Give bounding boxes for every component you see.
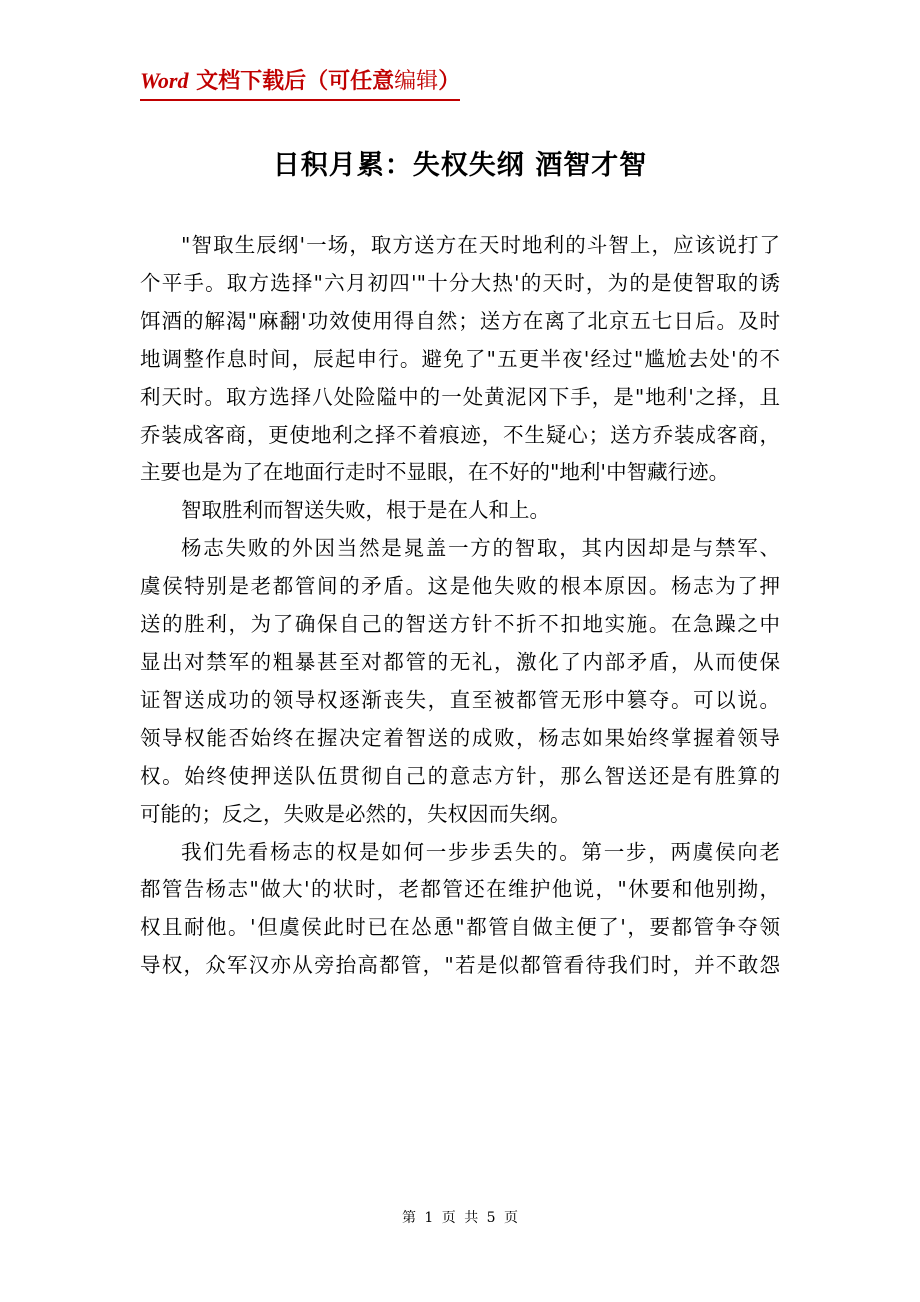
text-line: 导权，众军汉亦从旁抬高都管，"若是似都管看待我们时，并不敢怨: [140, 953, 780, 978]
page-footer: 第 1 页 共 5 页: [401, 1210, 519, 1226]
text-line: 领导权能否始终在握决定着智送的成败，杨志如果始终掌握着领导: [140, 725, 780, 750]
text-line: 都管告杨志"做大'的状时，老都管还在维护他说，"休要和他别拗，: [140, 877, 780, 902]
text-line: 饵酒的解渴"麻翻'功效使用得自然；送方在离了北京五七日后。及时: [140, 308, 780, 333]
text-line: 可能的；反之，失败是必然的，失权因而失纲。: [140, 801, 571, 826]
paragraph-1: [140, 227, 780, 492]
document-body: [140, 227, 780, 985]
text-line: 利天时。取方选择八处险隘中的一处黄泥冈下手，是"地利'之择，且: [140, 384, 780, 409]
text-line: 显出对禁军的粗暴甚至对都管的无礼，激化了内部矛盾，从而使保: [140, 649, 780, 674]
text-line: 主要也是为了在地面行走时不显眼，在不好的"地利'中智藏行迹。: [140, 460, 730, 485]
banner-word: Word: [140, 68, 189, 93]
document-title: 日积月累：失权失纲 酒智才智: [272, 150, 648, 181]
paragraph-3: [140, 530, 780, 833]
paragraph-4: [140, 834, 780, 986]
text-line: 乔装成客商，更使地利之择不着痕迹，不生疑心；送方乔装成客商，: [140, 422, 780, 447]
text-line: 权。始终使押送队伍贯彻自己的意志方针，那么智送还是有胜算的: [140, 763, 780, 788]
banner-text-light: 编辑: [394, 69, 439, 94]
paragraph-2: [140, 492, 780, 530]
text-line: 权且耐他。'但虞侯此时已在怂恿"都管自做主便了'，要都管争夺领: [140, 915, 780, 940]
banner-text: 文档下载后（可任意: [188, 68, 395, 94]
text-line: 地调整作息时间，辰起申行。避免了"五更半夜'经过"尴尬去处'的不: [140, 346, 780, 371]
text-line: "智取生辰纲'一场，取方送方在天时地利的斗智上，应该说打了: [181, 233, 780, 257]
text-line: 送的胜利，为了确保自己的智送方针不折不扣地实施。在急躁之中: [140, 612, 780, 637]
text-line: 个平手。取方选择"六月初四'"十分大热'的天时，为的是使智取的诱: [140, 270, 780, 295]
text-line: 证智送成功的领导权逐渐丧失，直至被都管无形中篡夺。可以说。: [140, 687, 780, 712]
text-line: 智取胜利而智送失败，根于是在人和上。: [181, 498, 550, 523]
download-banner: [140, 66, 460, 101]
text-line: 我们先看杨志的权是如何一步步丢失的。第一步，两虞侯向老: [181, 839, 780, 864]
banner-text-end: ）: [438, 68, 461, 94]
text-line: 虞侯特别是老都管间的矛盾。这是他失败的根本原因。杨志为了押: [140, 574, 780, 599]
text-line: 杨志失败的外因当然是晁盖一方的智取，其内因却是与禁军、: [181, 536, 780, 561]
